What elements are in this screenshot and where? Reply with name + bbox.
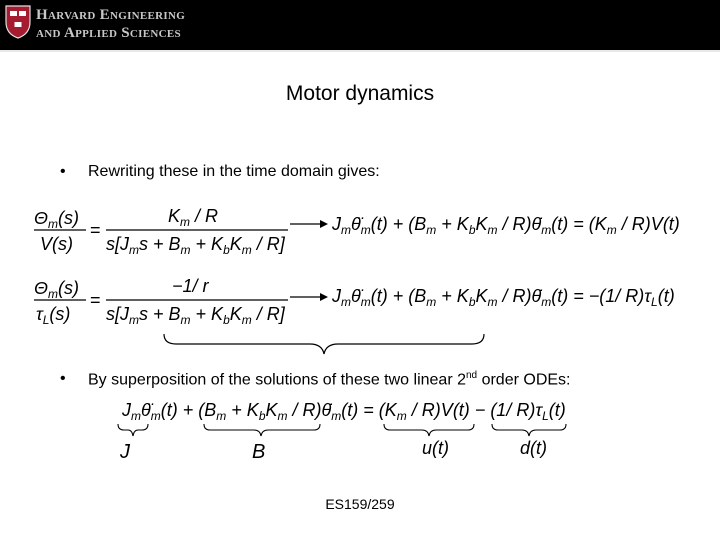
svg-text:Θm(s): $\Theta_m(s)$	[34, 278, 80, 301]
eq2-time-domain: $J_m\thetä_m(t) + (B_m + K_bK_m$ / $R)\thetȧ_m(t) = -(1/$ $R)\tau_L(t)$	[332, 286, 675, 309]
underbrace-icon	[204, 424, 320, 436]
arrow-right-icon	[290, 293, 328, 301]
svg-text:=: =	[90, 220, 101, 240]
svg-text:s[Jms + Bm + KbKm / R]: $s[J_ms + B_m + K_bK_m / R]$	[106, 304, 285, 327]
svg-text:−1/ r: −1/ r	[172, 276, 209, 296]
bullet-dot: •	[60, 370, 66, 387]
svg-text:Km / R: $K_m$ / R	[168, 206, 219, 229]
bullet-2-text: By superposition of the solutions of these two linear 2nd order ODEs:	[88, 370, 571, 389]
underbrace-icon	[384, 424, 474, 436]
underbrace-icon	[492, 424, 566, 436]
svg-text:τL(s): $\tau_L(s)$	[36, 304, 71, 327]
label-d: d(t)	[520, 438, 547, 458]
eq1-transfer-function	[34, 206, 288, 257]
label-u: u(t)	[422, 438, 449, 458]
underbrace-icon	[118, 424, 148, 436]
eq3-expression: $J_m\thetä_m(t) + (B_m + K_bK_m$ / $R)\thetȧ_m(t) = (K_m / R)V(t) - (1/$ $R)\tau_L(t)$	[122, 400, 566, 423]
svg-text:Θm(s): $\Theta_m(s)$	[34, 208, 80, 231]
svg-text:V(s): V(s)	[40, 234, 74, 254]
slide-title: Motor dynamics	[285, 82, 435, 105]
svg-text:=: =	[90, 290, 101, 310]
org-line-2: and Applied Sciences	[36, 25, 181, 41]
org-line-1: Harvard Engineering	[36, 7, 186, 23]
footer-course: ES159/259	[325, 496, 395, 512]
label-B: B	[252, 441, 266, 463]
arrow-right-icon	[290, 220, 328, 228]
svg-text:s[Jms + Bm + KbKm / R]: $s[J_ms + B_m + K_bK_m / R]$	[106, 234, 285, 257]
label-J: J	[120, 441, 130, 463]
eq2-transfer-function	[34, 276, 288, 327]
bullet-dot: •	[60, 163, 66, 180]
bullet-1-text: Rewriting these in the time domain gives:	[88, 163, 380, 180]
eq1-time-domain: $J_m\thetä_m(t) + (B_m + K_bK_m$ / $R)\thetȧ_m(t) = (K_m / R)V(t)$	[332, 214, 680, 237]
underbrace-icon	[164, 334, 484, 354]
